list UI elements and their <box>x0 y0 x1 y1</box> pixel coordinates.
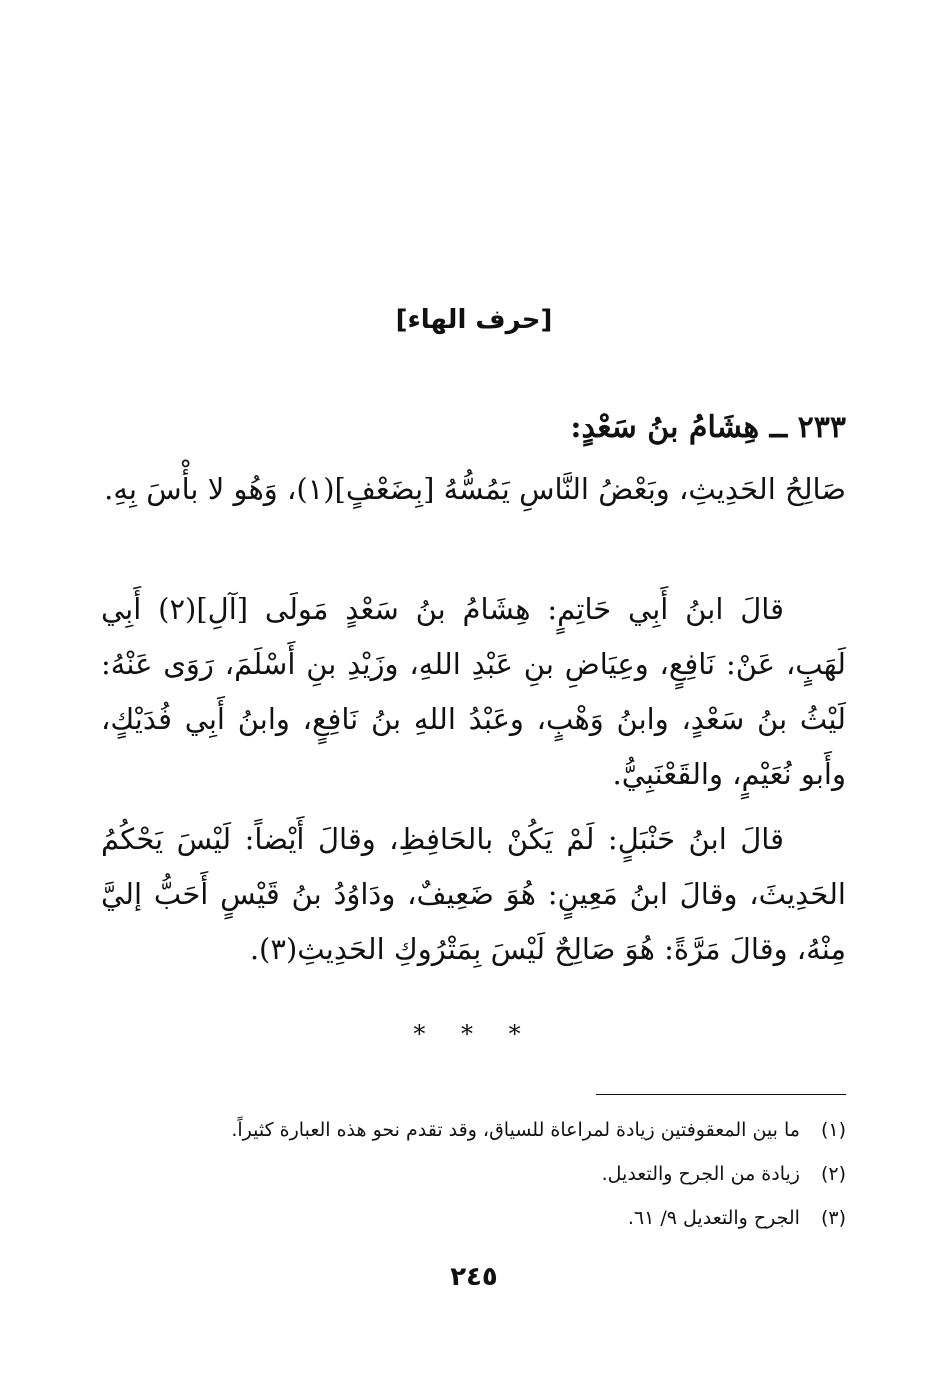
footnote-1 <box>101 1108 846 1152</box>
footnotes <box>101 1108 846 1240</box>
footnote-number: (٢) <box>820 1163 846 1185</box>
section-title: [حرف الهاء] <box>395 305 553 335</box>
entry-paragraph-3: قالَ ابنُ حَنْبَلٍ: لَمْ يَكُنْ بالحَافِظِ، وقالَ أَيْضاً: لَيْسَ يَحْكُمُ الحَدِيثَ، وقالَ ابنُ مَعِينٍ: هُوَ ضَعِيفٌ، ودَاوُدُ بنُ قَيْسٍ أَحَبُّ إليَّ مِنْهُ، وقالَ مَرَّةً: هُوَ صَالِحٌ لَيْسَ بِمَتْرُوكِ الحَدِيثِ(٣). <box>101 822 846 966</box>
entry-paragraph-2: قالَ ابنُ أَبِي حَاتِمٍ: هِشَامُ بنُ سَعْدٍ مَولَى [آلِ](٢) أَبِي لَهَبٍ، عَنْ: نَافِعٍ، وعِيَاضِ بنِ عَبْدِ اللهِ، وزَيْدِ بنِ أَسْلَمَ، رَوَى عَنْهُ: لَيْثُ بنُ سَعْدٍ، وابنُ وَهْبٍ، وعَبْدُ اللهِ بنُ نَافِعٍ، وابنُ أَبِي فُدَيْكٍ، وأَبو نُعَيْمٍ، والقَعْنَبِيُّ. <box>101 592 846 791</box>
footnote-divider <box>596 1094 846 1095</box>
entry-paragraph-1: صَالِحُ الحَدِيثِ، وبَعْضُ النَّاسِ يَمُسُّهُ [بِضَعْفٍ](١)، وَهُو لا بأْسَ بِهِ. <box>104 472 846 506</box>
footnote-number: (١) <box>820 1119 846 1141</box>
footnote-number: (٣) <box>820 1207 846 1229</box>
footnote-3 <box>101 1196 846 1240</box>
footnote-2 <box>101 1152 846 1196</box>
entry-heading: ٢٣٣ ــ هِشَامُ بنُ سَعْدٍ: <box>570 410 846 445</box>
footnote-text: الجرح والتعديل ٩/ ٦١. <box>627 1207 800 1229</box>
page-number: ٢٤٥ <box>450 1262 498 1292</box>
footnote-text: ما بين المعقوفتين زيادة لمراعاة للسياق، وقد تقدم نحو هذه العبارة كثيراً. <box>231 1119 800 1141</box>
section-separator: * * * <box>413 1020 535 1048</box>
footnote-text: زيادة من الجرح والتعديل. <box>601 1163 800 1185</box>
